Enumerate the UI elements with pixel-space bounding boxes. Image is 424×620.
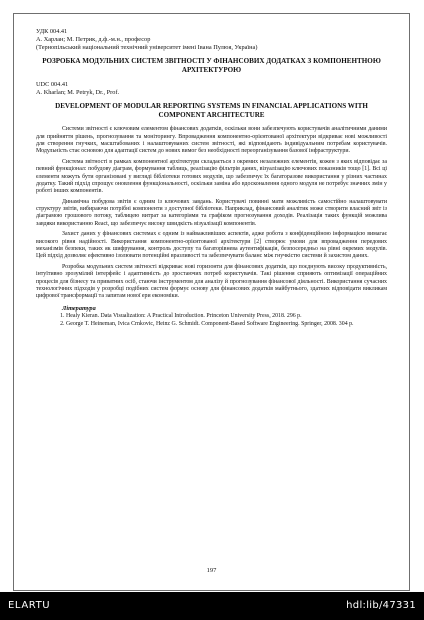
reference-item: 2. George T. Heineman, Ivica Crnkovic, Heinz G. Schmidt. Component-Based Software Engineering. Springer, 2008. 304 p.	[66, 321, 387, 328]
authors-ua: А. Харлан; М. Петрик, д.ф.-м.н., професор	[36, 36, 151, 43]
footer-repository-name: ELARTU	[8, 600, 51, 611]
body-paragraph: Захист даних у фінансових системах є одним із найважливіших аспектів, адже робота з конфіденційною інформацією вимагає високого рівня надійності. Використання компонентно-орієнтованої архітектури [2] створює умови для впровадження передових механізмів безпеки, таких як шифрування, контроль доступу та багаторівнева аутентифікація, безпосередньо на рівні окремих модулів. Цей підхід дозволяє ефективно ізолювати потенційні вразливості та забезпечувати баланс між гнучкістю системи й захистом даних.	[36, 231, 387, 260]
reference-list	[36, 313, 387, 328]
literature-heading: Література	[62, 305, 96, 313]
affiliation-ua: (Тернопільський національний технічний університет імені Івана Пулюя, Україна)	[36, 44, 258, 51]
page-content	[36, 28, 387, 328]
body-paragraph: Системи звітності є ключовим елементом фінансових додатків, оскільки вони забезпечують користувачів аналітичними даними для прийняття рішень, прогнозування та моніторингу. Впровадження компонентно-орієнтованої архітектури відкриває нові можливості для створення гнучких, масштабованих і налаштовуваних систем звітності, які відповідають індивідуальним потребам користувачів. Модульність стає основою для адаптації систем до нових вимог без необхідності переорганізування базової інфраструктури.	[36, 126, 387, 155]
repository-footer	[0, 592, 424, 620]
document-page	[13, 13, 410, 591]
page-number: 197	[206, 567, 217, 574]
body-paragraph: Динамічна побудова звітів є одним із ключових завдань. Користувачі повинні мати можливість самостійно налаштовувати структуру звітів, вибираючи потрібні компоненти з доступної бібліотеки. Наприклад, фінансовий аналітик може створити власний звіт із діаграмою грошового потоку, таблицею витрат за категоріями та графіком прогнозування доходів. Реалізація таких функцій можлива завдяки використанню React, що забезпечує високу швидкість візуалізації компонентів.	[36, 198, 387, 227]
udc-ua: УДК 004.41	[36, 28, 68, 35]
udc-en: UDC 004.41	[36, 81, 69, 89]
title-en: DEVELOPMENT OF MODULAR REPORTING SYSTEMS IN FINANCIAL APPLICATIONS WITH COMPONENT ARCHITECTURE	[55, 102, 368, 119]
footer-handle-id[interactable]: hdl:lib/47331	[346, 600, 416, 611]
authors-en: A. Kharlan; M. Petryk, Dr., Prof.	[36, 89, 120, 97]
title-ua: РОЗРОБКА МОДУЛЬНИХ СИСТЕМ ЗВІТНОСТІ У ФІНАНСОВИХ ДОДАТКАХ З КОМПОНЕНТНОЮ АРХІТЕКТУРОЮ	[42, 57, 381, 74]
body-paragraph: Система звітності в рамках компонентної архітектури складається з окремих незалежних елементів, кожен з яких відповідає за певний функціонал: побудову діаграм, формування таблиць, реалізацію фільтрів даних, візуалізацію ключових показників тощо [1]. Всі ці елементи можуть бути організовані у вигляді бібліотеки готових модулів, що забезпечує їх багаторазове використання у різних частинах додатку. Такий підхід спрощує оновлення функціональності, оскільки заміна або вдосконалення одного модуля не потребує значних змін у роботі інших компонентів.	[36, 158, 387, 195]
reference-item: 1. Healy Kieran. Data Visualization: A Practical Introduction. Princeton University Press, 2018. 296 p.	[66, 313, 387, 320]
body-paragraph: Розробка модульних систем звітності відкриває нові горизонти для фінансових додатків, що поєднують високу продуктивність, інтуїтивно зрозумілий інтерфейс і адаптивність до зростаючих потреб користувачів. Такі рішення сприяють оптимізації операційних процесів для бізнесу та приватних осіб, стаючи інструментом для аналізу й прогнозування фінансової діяльності. Використання сучасних технологічних підходів у розробці подібних систем формує основу для фінансових додатків майбутнього, здатних відповідати викликам цифрової трансформації та запитам нової ери економіки.	[36, 263, 387, 300]
